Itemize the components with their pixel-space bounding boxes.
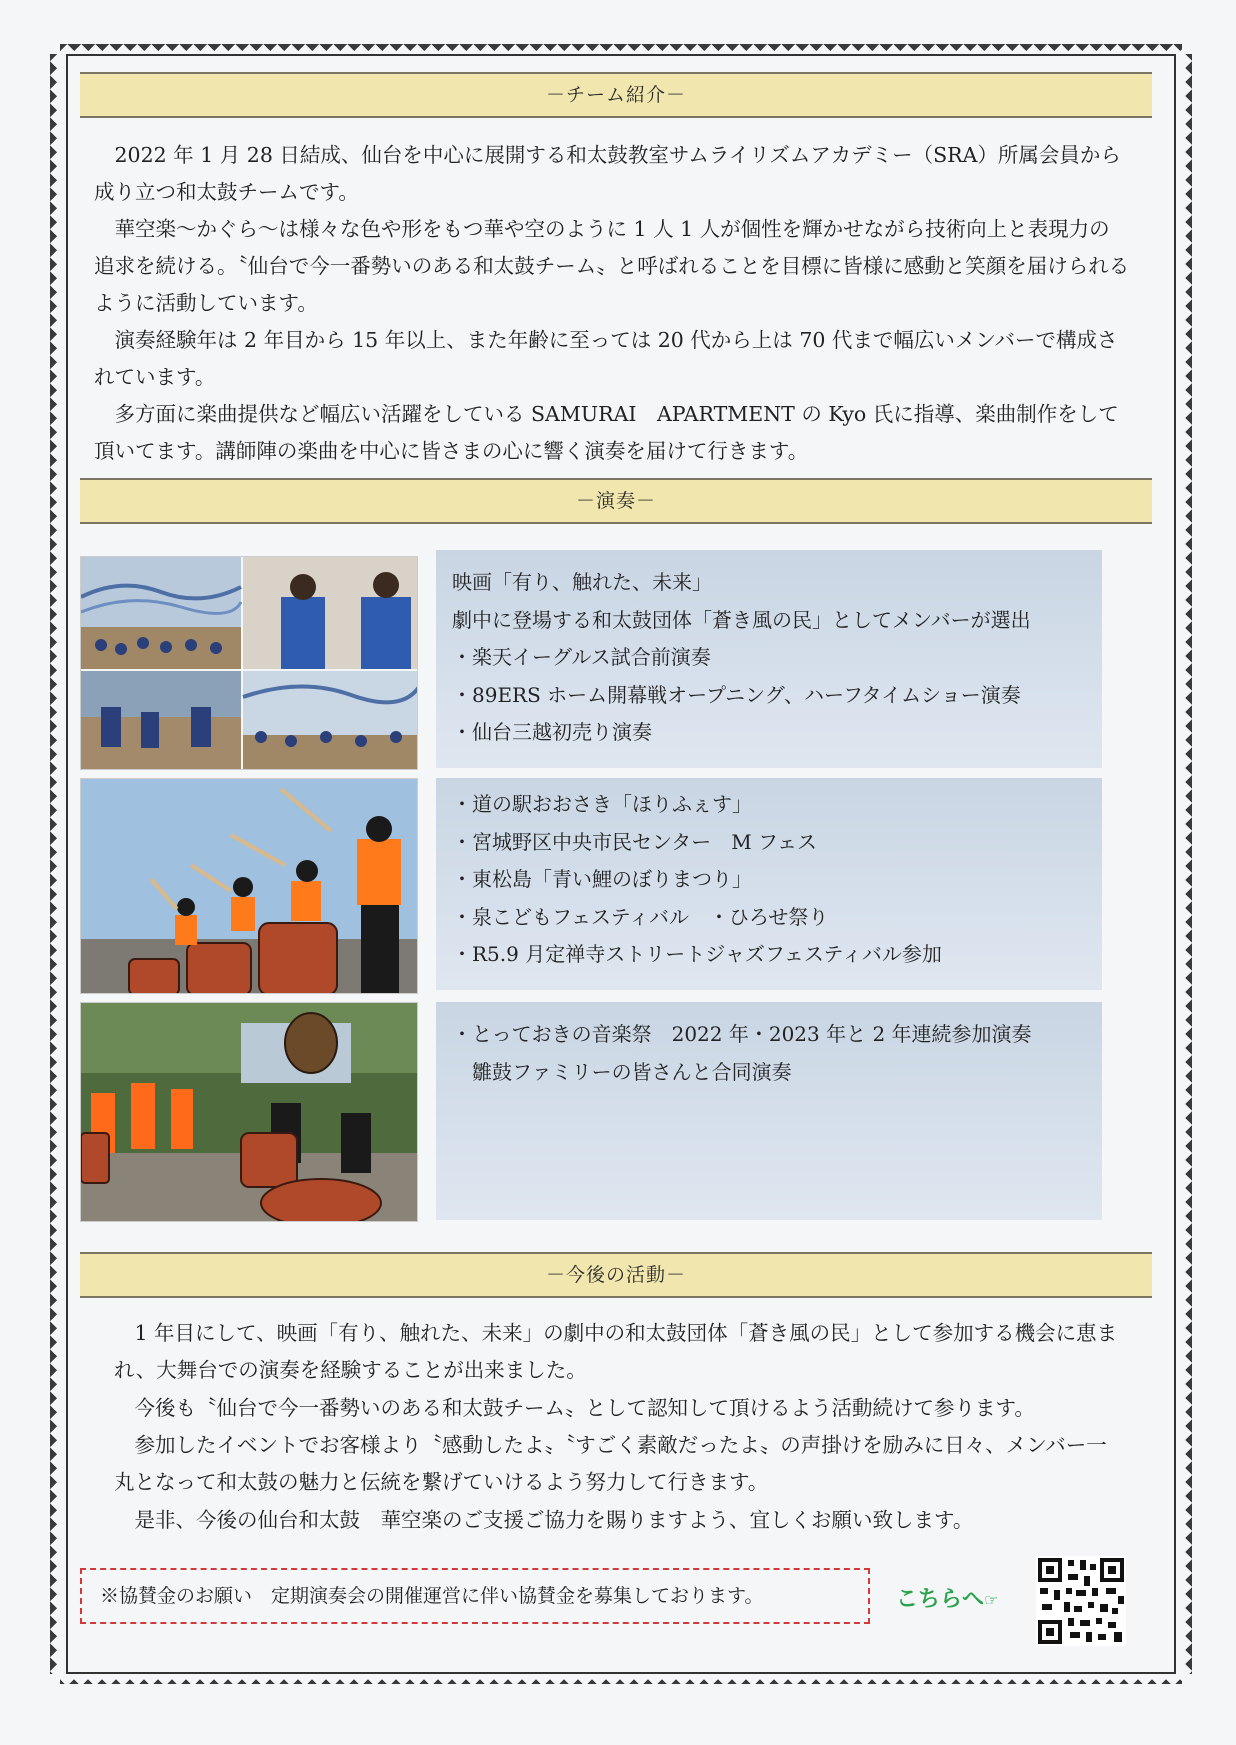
panel-2-line: ・東松島「青い鯉のぼりまつり」 bbox=[452, 867, 752, 891]
performance-panel-1 bbox=[436, 550, 1102, 768]
qr-code[interactable] bbox=[1036, 1556, 1126, 1646]
panel-1-line: 劇中に登場する和太鼓団体「蒼き風の民」としてメンバーが選出 bbox=[452, 607, 1031, 632]
performance-panel-2 bbox=[436, 778, 1102, 990]
panel-2-line: ・道の駅おおさき「ほりふぇす」 bbox=[452, 792, 752, 816]
future-paragraph-1: 1 年目にして、映画「有り、触れた、未来」の劇中の和太鼓団体「蒼き風の民」として参加する機会に恵まれ、大舞台での演奏を経験することが出来ました。 bbox=[114, 1321, 1118, 1382]
panel-3-line: 雛鼓ファミリーの皆さんと合同演奏 bbox=[452, 1059, 792, 1084]
performance-photo-drummers bbox=[80, 778, 418, 994]
sponsor-link[interactable] bbox=[896, 1582, 998, 1613]
team-paragraph-2: 華空楽～かぐら～は様々な色や形をもつ華や空のように 1 人 1 人が個性を輝かせながら技術向上と表現力の追求を続ける。〝仙台で今一番勢いのある和太鼓チーム〟と呼ばれることを目標に皆様に感動と笑顔を届けられるように活動しています。 bbox=[94, 217, 1130, 315]
sponsor-link-label: こちらへ bbox=[896, 1587, 985, 1612]
team-paragraph-1: 2022 年 1 月 28 日結成、仙台を中心に展開する和太鼓教室サムライリズムアカデミー（SRA）所属会員から成り立つ和太鼓チームです。 bbox=[94, 143, 1121, 204]
future-paragraph-2: 今後も〝仙台で今一番勢いのある和太鼓チーム〟として認知して頂けるよう活動続けて参ります。 bbox=[134, 1396, 1035, 1420]
sponsor-notice: ※協賛金のお願い 定期演奏会の開催運営に伴い協賛金を募集しております。 bbox=[80, 1568, 870, 1624]
performance-photo-collage bbox=[80, 556, 418, 770]
team-heading: －チーム紹介－ bbox=[80, 72, 1152, 118]
panel-1-line: ・89ERS ホーム開幕戦オープニング、ハーフタイムショー演奏 bbox=[452, 682, 1021, 707]
performance-heading: －演奏－ bbox=[80, 478, 1152, 524]
future-paragraph-3: 参加したイベントでお客様より〝感動したよ〟〝すごく素敵だったよ〟の声掛けを励みに日々、メンバー一丸となって和太鼓の魅力と伝統を繋げていけるよう努力して行きます。 bbox=[114, 1433, 1107, 1494]
panel-2-line: ・宮城野区中央市民センター M フェス bbox=[452, 829, 818, 854]
panel-3-line: ・とっておきの音楽祭 2022 年・2023 年と 2 年連続参加演奏 bbox=[452, 1022, 1032, 1046]
panel-1-line: 映画「有り、触れた、未来」 bbox=[452, 570, 712, 594]
performance-photo-festival bbox=[80, 1002, 418, 1222]
panel-2-line: ・泉こどもフェスティバル ・ひろせ祭り bbox=[452, 904, 829, 929]
future-heading: －今後の活動－ bbox=[80, 1252, 1152, 1298]
team-paragraph-4: 多方面に楽曲提供など幅広い活躍をしている SAMURAI APARTMENT の Kyo 氏に指導、楽曲制作をして頂いてます。講師陣の楽曲を中心に皆さまの心に響く演奏を届けて行きます。 bbox=[94, 402, 1119, 463]
panel-1-line: ・楽天イーグルス試合前演奏 bbox=[452, 645, 711, 669]
border-left-pattern bbox=[50, 54, 64, 1674]
future-paragraph-4: 是非、今後の仙台和太鼓 華空楽のご支援ご協力を賜りますよう、宜しくお願い致します。 bbox=[134, 1508, 974, 1532]
panel-1-line: ・仙台三越初売り演奏 bbox=[452, 720, 652, 744]
panel-2-line: ・R5.9 月定禅寺ストリートジャズフェスティバル参加 bbox=[452, 942, 942, 966]
performance-panel-3 bbox=[436, 1002, 1102, 1220]
border-right-pattern bbox=[1178, 54, 1192, 1674]
team-paragraph-3: 演奏経験年は 2 年目から 15 年以上、また年齢に至っては 20 代から上は 70 代まで幅広いメンバーで構成されています。 bbox=[94, 328, 1118, 389]
pointing-hand-icon: ☞ bbox=[984, 1590, 999, 1610]
